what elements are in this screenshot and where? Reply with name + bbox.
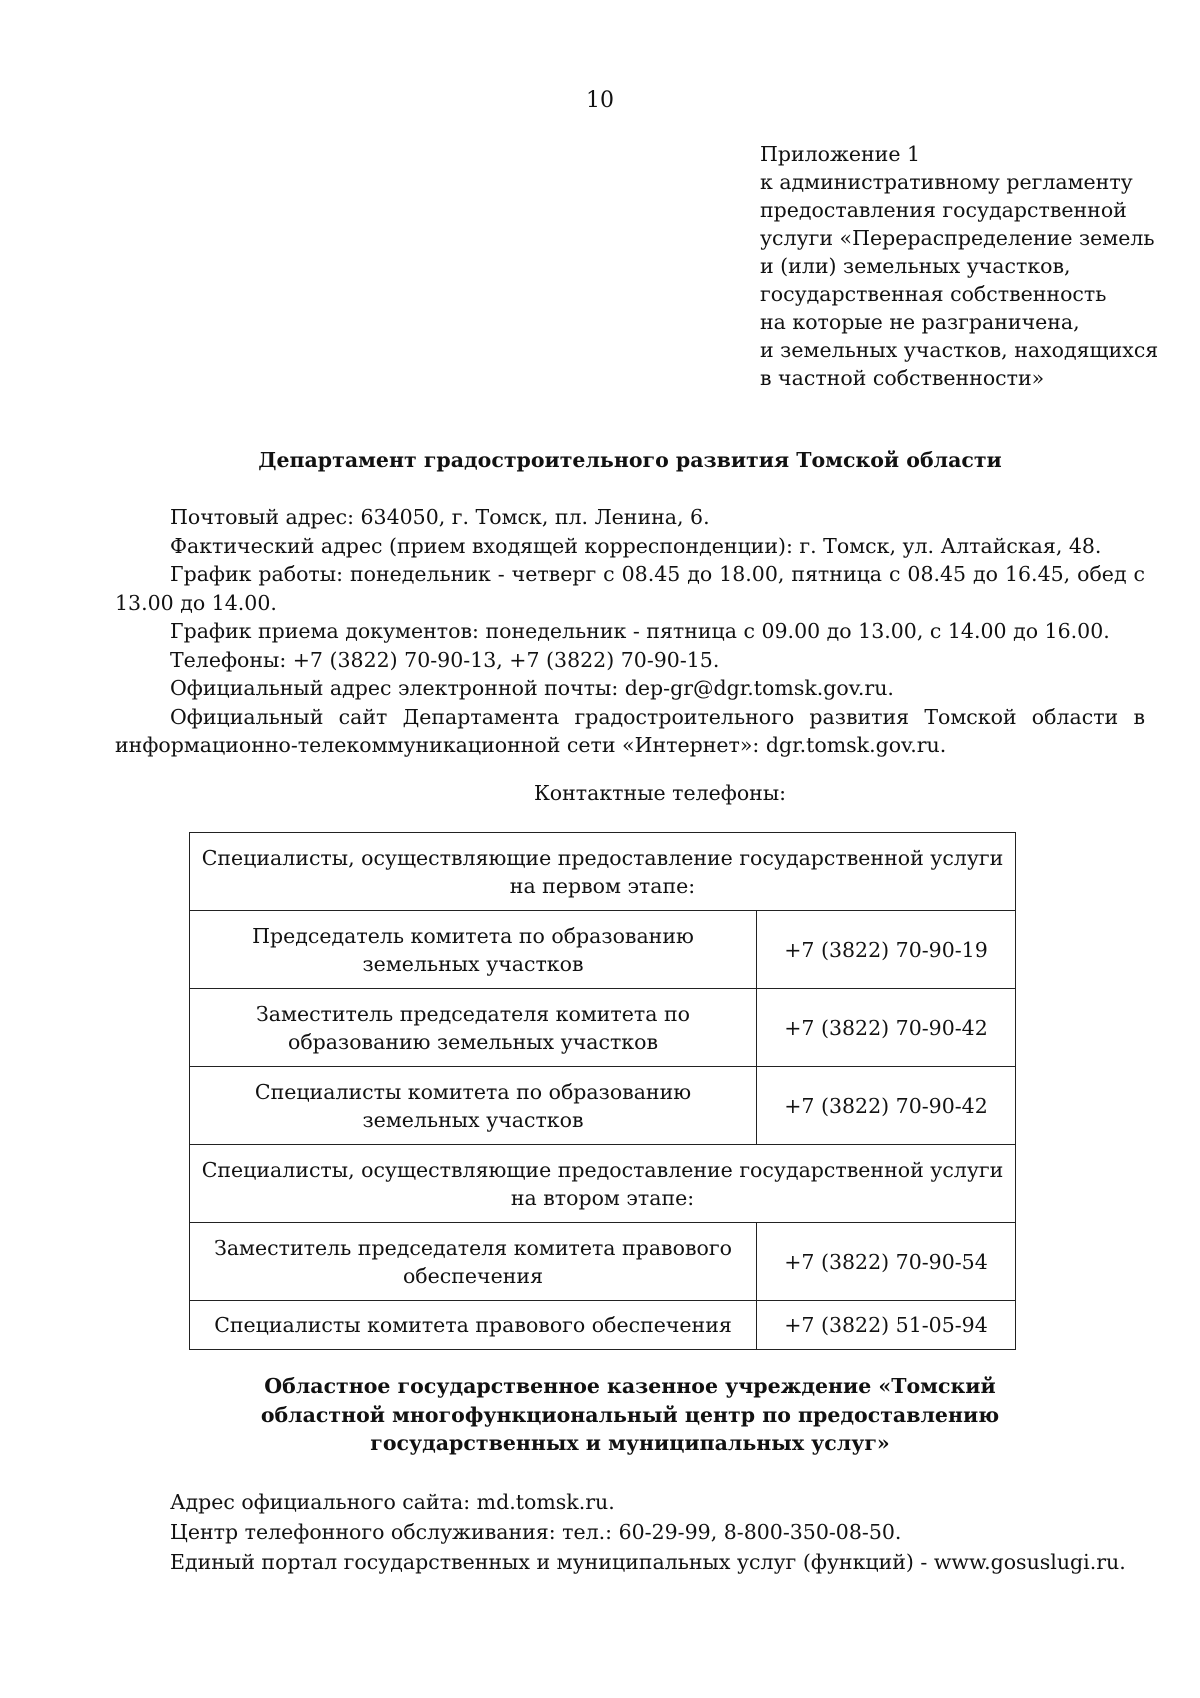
table-section-header — [190, 1145, 1016, 1223]
work-schedule: График работы: понедельник - четверг с 08.45 до 18.00, пятница с 08.45 до 16.45, обед с 13.00 до 14.00. — [115, 562, 1145, 615]
department-title: Департамент градостроительного развития Томской области — [258, 448, 1002, 472]
appendix-line: в частной собственности» — [760, 366, 1045, 390]
appendix-line: услуги «Перераспределение земель — [760, 226, 1155, 250]
appendix-line: и (или) земельных участков, — [760, 254, 1071, 278]
appendix-line: на которые не разграничена, — [760, 310, 1080, 334]
phone-cell: +7 (3822) 70-90-42 — [757, 989, 1016, 1067]
contacts-table — [189, 832, 1016, 1350]
appendix-line: к административному регламенту — [760, 170, 1133, 194]
appendix-block — [760, 140, 1180, 392]
appendix-line: и земельных участков, находящихся — [760, 338, 1159, 362]
appendix-line: предоставления государственной — [760, 198, 1127, 222]
role-cell: Специалисты комитета правового обеспечения — [190, 1301, 757, 1350]
table-row — [190, 1067, 1016, 1145]
role-cell: Специалисты комитета по образованию земельных участков — [190, 1067, 757, 1145]
phone-cell: +7 (3822) 70-90-19 — [757, 911, 1016, 989]
role-cell: Председатель комитета по образованию земельных участков — [190, 911, 757, 989]
department-email: Официальный адрес электронной почты: dep-gr@dgr.tomsk.gov.ru. — [170, 676, 894, 700]
mfc-website: Адрес официального сайта: md.tomsk.ru. — [170, 1490, 615, 1514]
actual-address: Фактический адрес (прием входящей корреспонденции): г. Томск, ул. Алтайская, 48. — [170, 533, 1102, 558]
mfc-call-center: Центр телефонного обслуживания: тел.: 60-29-99, 8-800-350-08-50. — [170, 1520, 902, 1544]
table-row — [190, 911, 1016, 989]
reception-schedule: График приема документов: понедельник - пятница с 09.00 до 13.00, с 14.00 до 16.00. — [170, 619, 1110, 643]
department-info — [115, 503, 1145, 760]
department-website: Официальный сайт Департамента градостроительного развития Томской области в информационно-телекоммуникационной сети «Интернет»: dgr.tomsk.gov.ru. — [115, 704, 1145, 757]
page-number: 10 — [586, 88, 614, 113]
table-row — [190, 989, 1016, 1067]
mfc-title-line: Областное государственное казенное учреждение «Томский — [264, 1374, 996, 1398]
stage1-header: Специалисты, осуществляющие предоставление государственной услуги на первом этапе: — [190, 833, 1016, 911]
role-cell: Заместитель председателя комитета правового обеспечения — [190, 1223, 757, 1301]
appendix-line: государственная собственность — [760, 282, 1107, 306]
mfc-portal: Единый портал государственных и муниципальных услуг (функций) - www.gosuslugi.ru. — [170, 1550, 1126, 1574]
mfc-title — [250, 1372, 1010, 1458]
department-phones: Телефоны: +7 (3822) 70-90-13, +7 (3822) 70-90-15. — [170, 647, 720, 672]
postal-address: Почтовый адрес: 634050, г. Томск, пл. Ленина, 6. — [170, 505, 710, 529]
role-cell: Заместитель председателя комитета по образованию земельных участков — [190, 989, 757, 1067]
table-section-header — [190, 833, 1016, 911]
contacts-title: Контактные телефоны: — [533, 781, 787, 805]
appendix-line: Приложение 1 — [760, 142, 921, 166]
table-row — [190, 1301, 1016, 1350]
mfc-title-line: государственных и муниципальных услуг» — [370, 1431, 890, 1455]
stage2-header: Специалисты, осуществляющие предоставление государственной услуги на втором этапе: — [190, 1145, 1016, 1223]
phone-cell: +7 (3822) 70-90-54 — [757, 1223, 1016, 1301]
table-row — [190, 1223, 1016, 1301]
phone-cell: +7 (3822) 70-90-42 — [757, 1067, 1016, 1145]
mfc-info — [170, 1487, 1170, 1577]
phone-cell: +7 (3822) 51-05-94 — [757, 1301, 1016, 1350]
mfc-title-line: областной многофункциональный центр по предоставлению — [260, 1402, 1000, 1427]
